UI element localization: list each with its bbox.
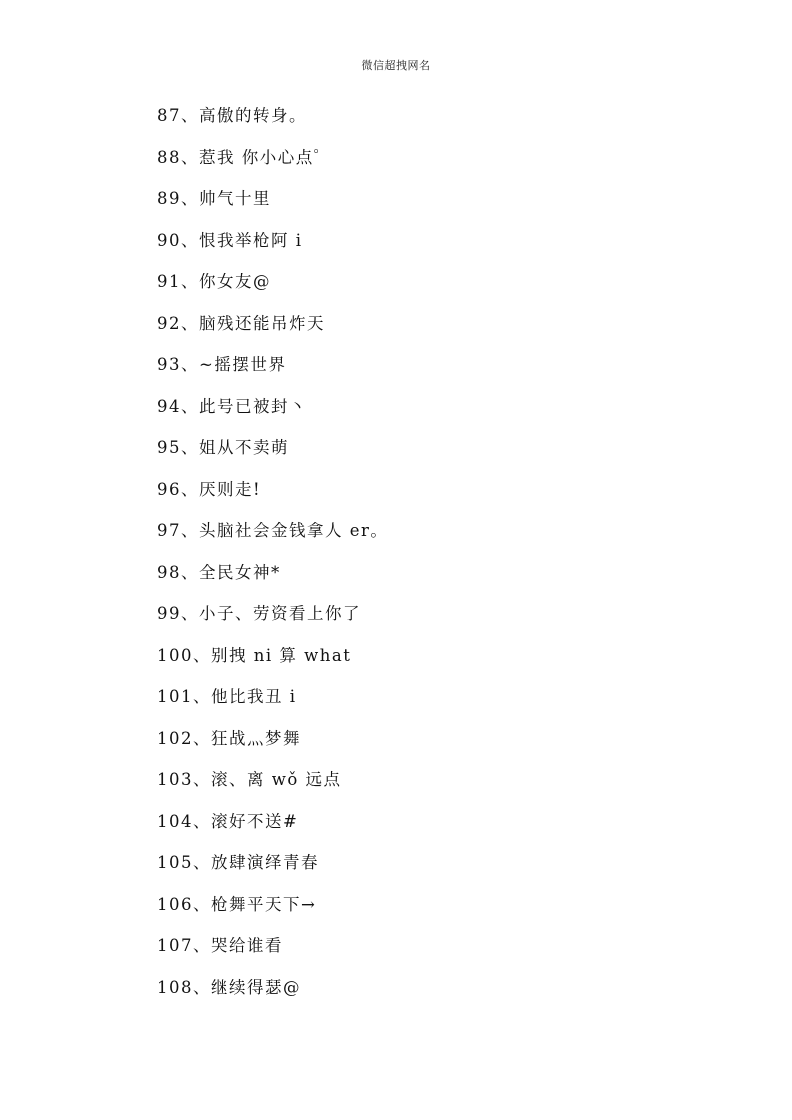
list-item: 107、哭给谁看 [157, 936, 283, 955]
list-item: 87、高傲的转身。 [157, 106, 307, 125]
list-item: 88、惹我 你小心点゜ [157, 147, 332, 167]
list-item: 100、别拽 ni 算 what [157, 645, 352, 665]
list-item: 102、狂战灬梦舞 [157, 728, 301, 748]
list-item: 98、全民女神* [157, 562, 281, 582]
page-header: 微信超拽网名 [361, 59, 431, 72]
list-item: 93、~摇摆世界 [157, 355, 287, 374]
list-item: 97、头脑社会金钱拿人 er。 [157, 521, 389, 540]
list-item: 103、滚、离 wǒ 远点 [157, 770, 342, 789]
list-item: 89、帅气十里 [157, 189, 271, 208]
list-item: 108、继续得瑟@ [157, 977, 301, 997]
list-item: 105、放肆演绎青春 [157, 853, 319, 872]
list-item: 95、姐从不卖萌 [157, 438, 289, 457]
list-item: 99、小子、劳资看上你了 [157, 604, 361, 623]
list-item: 106、枪舞平天下→ [157, 894, 317, 914]
list-item: 92、脑残还能吊炸天 [157, 313, 325, 333]
list-item: 90、恨我举枪阿 i [157, 230, 303, 250]
list-item: 96、厌则走! [157, 479, 262, 499]
list-item: 91、你女友@ [157, 272, 271, 291]
list-item: 94、此号已被封丶 [157, 396, 307, 416]
list-item: 104、滚好不送# [157, 811, 299, 831]
nickname-list [157, 104, 388, 1017]
list-item: 101、他比我丑 i [157, 687, 297, 706]
